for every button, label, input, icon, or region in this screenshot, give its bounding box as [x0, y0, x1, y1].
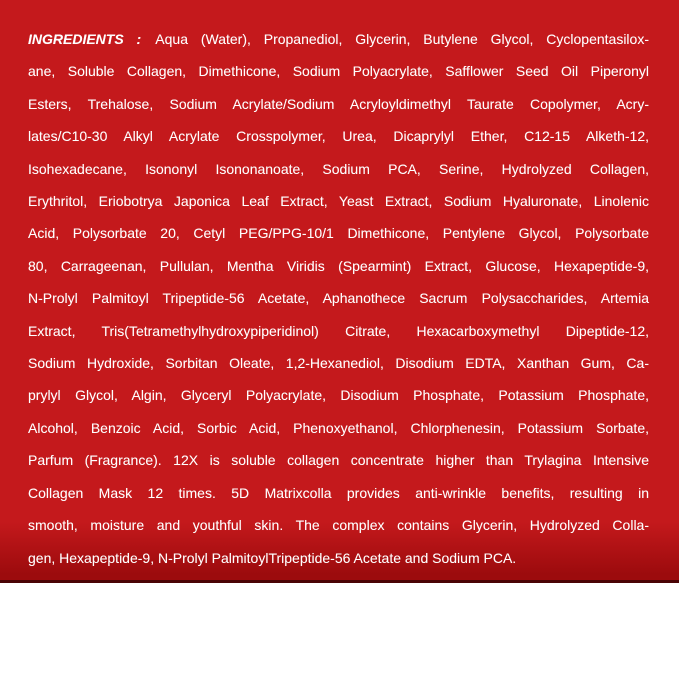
ingredient-line: 80, Carrageenan, Pullulan, Mentha Viridis (Spearmint) Extract, Glucose, Hexapeptide-9,	[28, 257, 649, 274]
ingredient-line: Sodium Hydroxide, Sorbitan Oleate, 1,2-Hexanediol, Disodium EDTA, Xanthan Gum, Ca-	[28, 355, 649, 372]
bottom-margin	[0, 583, 679, 676]
ingredients-lines	[28, 55, 649, 574]
ingredients-first-line-text: Aqua (Water), Propanediol, Glycerin, Butylene Glycol, Cyclopentasilox-	[155, 31, 649, 47]
ingredient-line: gen, Hexapeptide-9, N-Prolyl PalmitoylTripeptide-56 Acetate and Sodium PCA.	[28, 549, 517, 566]
ingredient-line: lates/C10-30 Alkyl Acrylate Crosspolymer, Urea, Dicaprylyl Ether, C12-15 Alketh-12,	[28, 128, 649, 145]
ingredient-line: Collagen Mask 12 times. 5D Matrixcolla provides anti-wrinkle benefits, resulting in	[28, 484, 649, 501]
ingredient-line: Extract, Tris(Tetramethylhydroxypiperidinol) Citrate, Hexacarboxymethyl Dipeptide-12,	[28, 322, 649, 339]
ingredient-line: Alcohol, Benzoic Acid, Sorbic Acid, Phenoxyethanol, Chlorphenesin, Potassium Sorbate,	[28, 419, 649, 436]
ingredient-line: Isohexadecane, Isononyl Isononanoate, Sodium PCA, Serine, Hydrolyzed Collagen,	[28, 160, 649, 177]
ingredients-first-line	[28, 23, 649, 55]
ingredients-heading: INGREDIENTS :	[28, 31, 142, 47]
ingredient-line: Esters, Trehalose, Sodium Acrylate/Sodium Acryloyldimethyl Taurate Copolymer, Acry-	[28, 95, 649, 112]
ingredient-line: Parfum (Fragrance). 12X is soluble collagen concentrate higher than Trylagina Intensive	[28, 452, 649, 469]
ingredient-line: prylyl Glycol, Algin, Glyceryl Polyacrylate, Disodium Phosphate, Potassium Phosphate,	[28, 387, 649, 404]
ingredient-line: smooth, moisture and youthful skin. The complex contains Glycerin, Hydrolyzed Colla-	[28, 517, 649, 534]
ingredient-line: ane, Soluble Collagen, Dimethicone, Sodium Polyacrylate, Safflower Seed Oil Piperonyl	[28, 63, 649, 80]
ingredient-line: Erythritol, Eriobotrya Japonica Leaf Extract, Yeast Extract, Sodium Hyaluronate, Linolenic	[28, 193, 649, 210]
ingredient-line: N-Prolyl Palmitoyl Tripeptide-56 Acetate, Aphanothece Sacrum Polysaccharides, Artemia	[28, 290, 649, 307]
ingredient-line: Acid, Polysorbate 20, Cetyl PEG/PPG-10/1 Dimethicone, Pentylene Glycol, Polysorbate	[28, 225, 649, 242]
